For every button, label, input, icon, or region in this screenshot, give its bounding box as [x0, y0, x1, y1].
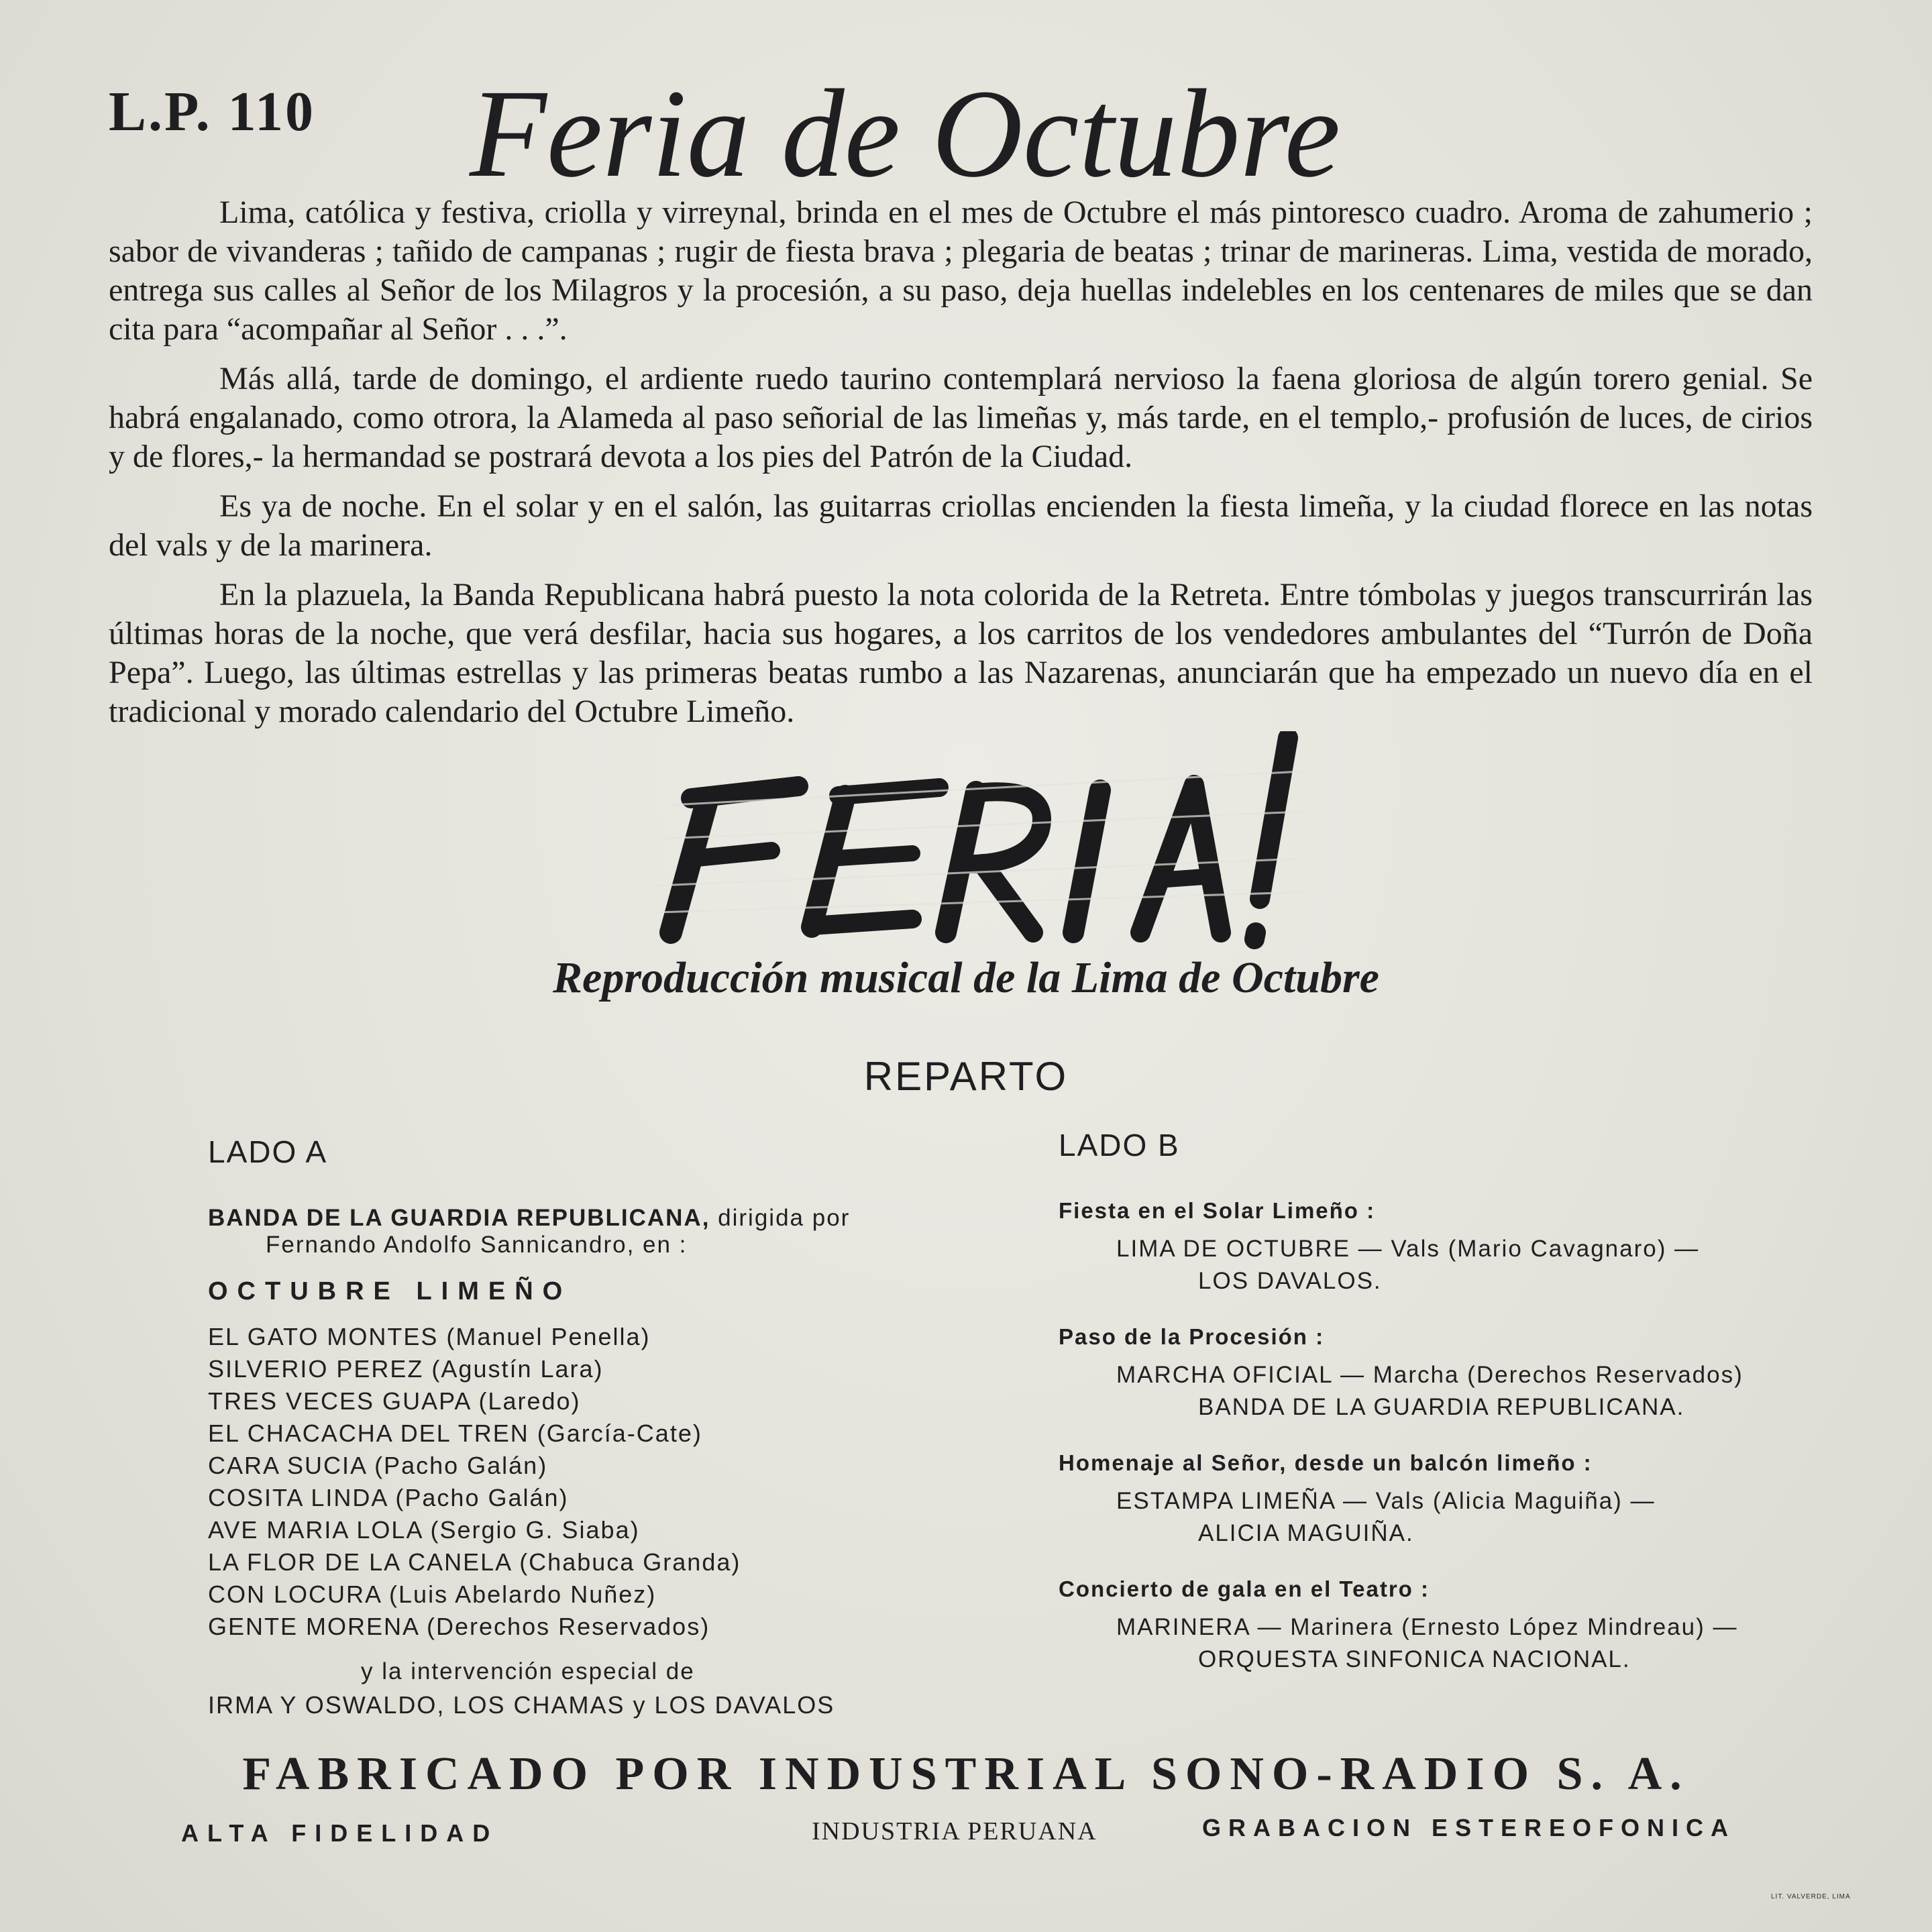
grabacion-estereofonica: GRABACION ESTEREOFONICA	[1202, 1814, 1736, 1841]
section-title: Fiesta en el Solar Limeño :	[1059, 1198, 1376, 1223]
band-directed: dirigida por	[710, 1205, 851, 1231]
track-item: EL CHACACHA DEL TREN (García-Cate)	[208, 1419, 702, 1447]
side-b	[1059, 1127, 1750, 1703]
section-performer: LOS DAVALOS.	[1198, 1268, 1382, 1294]
alta-fidelidad: ALTA FIDELIDAD	[181, 1819, 499, 1847]
section-performer: BANDA DE LA GUARDIA REPUBLICANA.	[1198, 1394, 1685, 1420]
side-b-section	[1059, 1450, 1750, 1550]
side-b-section	[1059, 1198, 1750, 1297]
track-item: EL GATO MONTES (Manuel Penella)	[208, 1323, 651, 1350]
feria-brush-logo	[644, 731, 1315, 959]
manufacturer-line: FABRICADO POR INDUSTRIAL SONO-RADIO S. A.	[242, 1748, 1690, 1800]
special-guests: IRMA Y OSWALDO, LOS CHAMAS y LOS DAVALOS	[208, 1691, 835, 1719]
section-track: LIMA DE OCTUBRE — Vals (Mario Cavagnaro) —	[1116, 1236, 1700, 1262]
track-list	[208, 1321, 912, 1643]
track-item: LA FLOR DE LA CANELA (Chabuca Granda)	[208, 1548, 741, 1576]
section-track: ESTAMPA LIMEÑA — Vals (Alicia Maguiña) —	[1116, 1488, 1656, 1514]
liner-paragraph-1: Lima, católica y festiva, criolla y virreynal, brinda en el mes de Octubre el más pintoresco cuadro. Aroma de zahumerio ; sabor de vivanderas ; tañido de campanas ; rugir de fiesta brava ; plegaria de beatas ; trinar de marineras. Lima, vestida de morado, entrega sus calles al Señor de los Milagros y la procesión, a su paso, deja huellas indelebles en los centenares de miles que se dan cita para “acompañar al Señor . . .”.	[109, 195, 1813, 347]
track-item: AVE MARIA LOLA (Sergio G. Siaba)	[208, 1516, 640, 1544]
side-b-heading: LADO B	[1059, 1128, 1180, 1163]
track-item: SILVERIO PEREZ (Agustín Lara)	[208, 1355, 604, 1383]
side-b-section	[1059, 1576, 1750, 1676]
section-performer: ORQUESTA SINFONICA NACIONAL.	[1198, 1646, 1631, 1672]
side-a-heading: LADO A	[208, 1134, 328, 1169]
section-track: MARINERA — Marinera (Ernesto López Mindreau) —	[1116, 1614, 1738, 1640]
liner-notes	[109, 193, 1813, 742]
track-item: CON LOCURA (Luis Abelardo Nuñez)	[208, 1580, 657, 1608]
liner-paragraph-2: Más allá, tarde de domingo, el ardiente ruedo taurino contemplará nervioso la faena gloriosa de algún torero genial. Se habrá engalanado, como otrora, la Alameda al paso señorial de las limeñas y, más tarde, en el templo,- profusión de luces, de cirios y de flores,- la hermandad se postrará devota a los pies del Patrón de la Ciudad.	[109, 361, 1813, 474]
special-guests-intro: y la intervención especial de	[361, 1658, 695, 1684]
section-title: Homenaje al Señor, desde un balcón limeño :	[1059, 1450, 1593, 1475]
side-a	[208, 1134, 912, 1722]
track-item: TRES VECES GUAPA (Laredo)	[208, 1387, 581, 1415]
section-title: Concierto de gala en el Teatro :	[1059, 1576, 1430, 1601]
liner-paragraph-4: En la plazuela, la Banda Republicana habrá puesto la nota colorida de la Retreta. Entre tómbolas y juegos transcurrirán las últimas horas de la noche, que verá desfilar, hacia sus hogares, a los carritos de los vendedores ambulantes del “Turrón de Doña Pepa”. Luego, las últimas estrellas y las primeras beatas rumbo a las Nazarenas, anunciarán que ha empezado un nuevo día en el tradicional y morado calendario del Octubre Limeño.	[109, 577, 1813, 729]
side-b-section	[1059, 1324, 1750, 1424]
catalog-number: L.P. 110	[109, 80, 315, 143]
album-title: Feria de Octubre	[470, 63, 1341, 203]
section-title: Paso de la Procesión :	[1059, 1324, 1325, 1349]
liner-paragraph-3: Es ya de noche. En el solar y en el salón, las guitarras criollas encienden la fiesta limeña, y la ciudad florece en las notas del vals y de la marinera.	[109, 488, 1813, 563]
track-item: COSITA LINDA (Pacho Galán)	[208, 1484, 569, 1511]
industria-peruana: INDUSTRIA PERUANA	[812, 1817, 1097, 1845]
suite-title: OCTUBRE LIMEÑO	[208, 1277, 572, 1305]
track-item: CARA SUCIA (Pacho Galán)	[208, 1452, 548, 1479]
band-name: BANDA DE LA GUARDIA REPUBLICANA,	[208, 1205, 710, 1231]
album-subtitle: Reproducción musical de la Lima de Octubre	[553, 953, 1379, 1002]
printer-credit: LIT. VALVERDE, LIMA	[1771, 1893, 1851, 1900]
band-conductor: Fernando Andolfo Sannicandro, en :	[266, 1232, 688, 1258]
section-track: MARCHA OFICIAL — Marcha (Derechos Reservados)	[1116, 1362, 1743, 1388]
reparto-heading: REPARTO	[863, 1054, 1069, 1099]
section-performer: ALICIA MAGUIÑA.	[1198, 1520, 1414, 1546]
track-item: GENTE MORENA (Derechos Reservados)	[208, 1613, 710, 1640]
band-credit	[208, 1205, 912, 1232]
